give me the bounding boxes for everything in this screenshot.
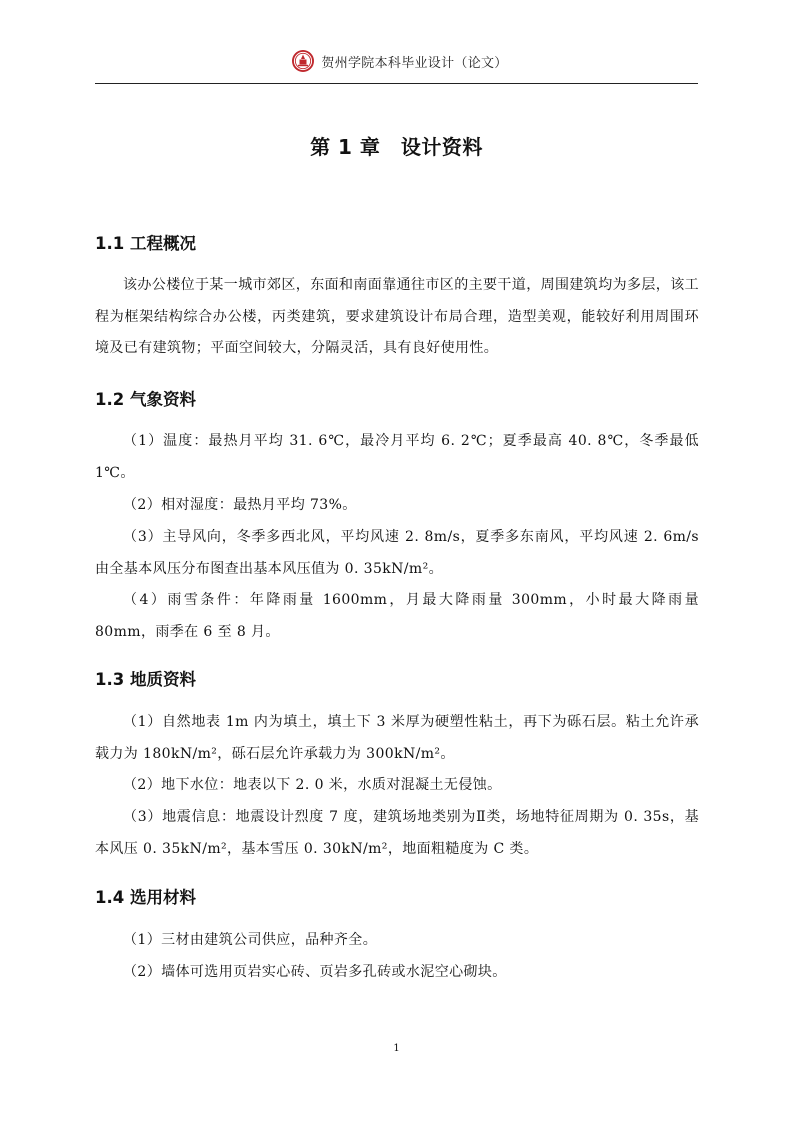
body-paragraph: （4）雨雪条件：年降雨量 1600mm，月最大降雨量 300mm，小时最大降雨量 80mm，雨季在 6 至 8 月。 xyxy=(95,592,699,640)
university-seal-icon xyxy=(291,49,315,73)
body-paragraph: （1）自然地表 1m 内为填土，填土下 3 米厚为硬塑性粘土，再下为砾石层。粘土允许承载力为 180kN/m²，砾石层允许承载力为 300kN/m²。 xyxy=(95,714,699,762)
body-paragraph: （2）墙体可选用页岩实心砖、页岩多孔砖或水泥空心砌块。 xyxy=(123,964,507,980)
section-heading: 1.2 气象资料 xyxy=(95,390,196,409)
body-paragraph: （2）相对湿度：最热月平均 73%。 xyxy=(123,497,357,513)
body-paragraph: （1）温度：最热月平均 31. 6℃，最冷月平均 6. 2℃；夏季最高 40. 8℃，冬季最低 1℃。 xyxy=(95,433,699,481)
chapter-title: 第 1 章 设计资料 xyxy=(310,135,483,159)
body-paragraph: （2）地下水位：地表以下 2. 0 米，水质对混凝土无侵蚀。 xyxy=(123,777,502,793)
page-header xyxy=(95,49,698,84)
section-heading: 1.3 地质资料 xyxy=(95,670,196,689)
body-paragraph: 该办公楼位于某一城市郊区，东面和南面靠通往市区的主要干道，周围建筑均为多层，该工程为框架结构综合办公楼，丙类建筑，要求建筑设计布局合理，造型美观，能较好利用周围环境及已有建筑物；平面空间较大，分隔灵活，具有良好使用性。 xyxy=(95,277,699,356)
page-number: 1 xyxy=(393,1043,400,1054)
header-title: 贺州学院本科毕业设计（论文） xyxy=(321,55,508,71)
body-paragraph: （3）主导风向，冬季多西北风，平均风速 2. 8m/s，夏季多东南风，平均风速 2. 6m/s 由全基本风压分布图查出基本风压值为 0. 35kN/m²。 xyxy=(95,529,699,577)
body-paragraph: （3）地震信息：地震设计烈度 7 度，建筑场地类别为Ⅱ类，场地特征周期为 0. 35s，基本风压 0. 35kN/m²，基本雪压 0. 30kN/m²，地面粗糙度为 C 类。 xyxy=(95,809,699,857)
section-heading: 1.1 工程概况 xyxy=(95,234,196,253)
section-heading: 1.4 选用材料 xyxy=(95,888,196,907)
body-paragraph: （1）三材由建筑公司供应，品种齐全。 xyxy=(123,932,378,948)
